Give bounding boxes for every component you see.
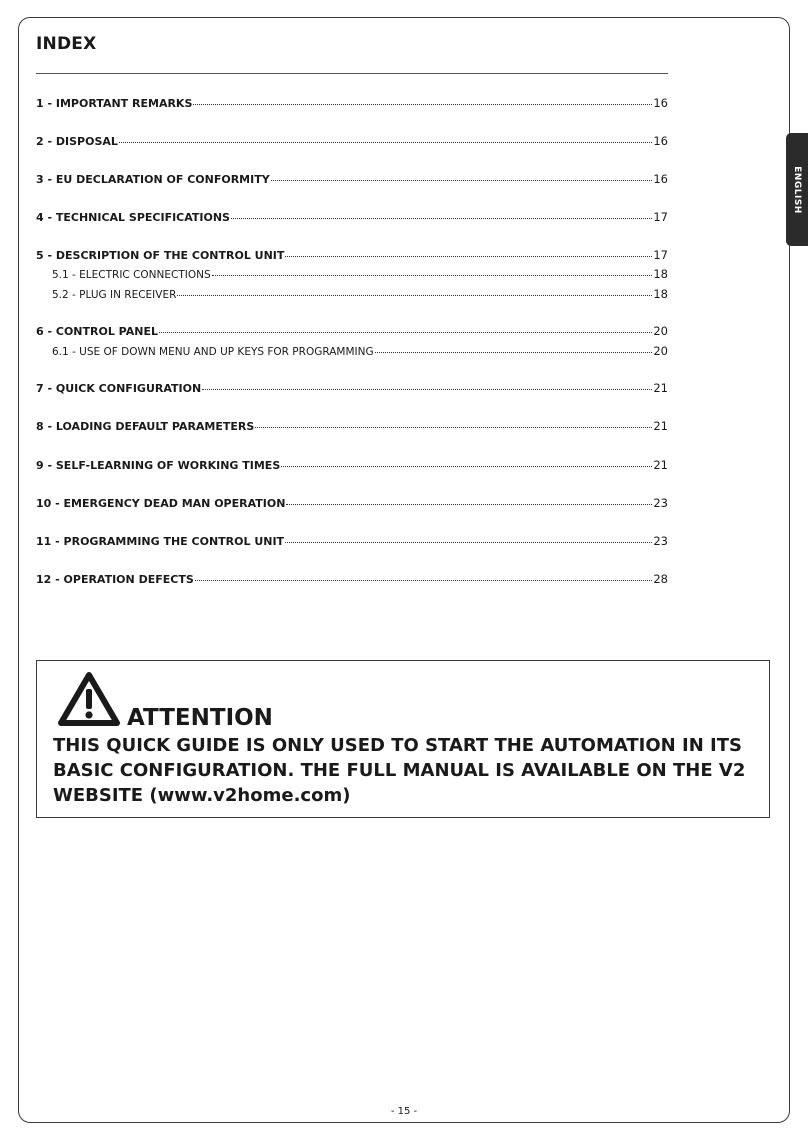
attention-heading: ATTENTION bbox=[127, 705, 273, 731]
page-title: INDEX bbox=[36, 34, 97, 54]
toc-entry[interactable] bbox=[36, 95, 668, 111]
dot-leader bbox=[177, 285, 652, 296]
dot-leader bbox=[195, 570, 653, 581]
toc-entry-label: 6 - CONTROL PANEL bbox=[36, 325, 158, 338]
dot-leader bbox=[281, 456, 652, 467]
toc-entry-label: 7 - QUICK CONFIGURATION bbox=[36, 382, 202, 395]
warning-triangle-icon bbox=[57, 671, 121, 729]
toc-entry-page: 21 bbox=[653, 458, 668, 472]
toc-entry[interactable] bbox=[36, 247, 668, 263]
dot-leader bbox=[193, 94, 652, 105]
toc-entry-page: 17 bbox=[653, 210, 668, 224]
toc-entry-label: 3 - EU DECLARATION OF CONFORMITY bbox=[36, 173, 270, 186]
attention-text: THIS QUICK GUIDE IS ONLY USED TO START THE AUTOMATION IN ITS BASIC CONFIGURATION. THE FULL MANUAL IS AVAILABLE ON THE V2 WEBSITE (www.v2home.com) bbox=[53, 735, 746, 806]
toc-entry-label: 2 - DISPOSAL bbox=[36, 135, 118, 148]
toc-subentry[interactable] bbox=[36, 266, 668, 282]
toc-entry-page: 20 bbox=[653, 324, 668, 338]
toc-entry[interactable] bbox=[36, 457, 668, 473]
dot-leader bbox=[159, 322, 652, 333]
title-divider bbox=[36, 73, 668, 74]
toc-subentry-label: 5.2 - PLUG IN RECEIVER bbox=[52, 289, 177, 301]
toc-entry[interactable] bbox=[36, 209, 668, 225]
dot-leader bbox=[231, 208, 652, 219]
dot-leader bbox=[286, 494, 652, 505]
toc-subentry-page: 20 bbox=[653, 344, 668, 358]
page-number: - 15 - bbox=[390, 1106, 418, 1117]
toc-entry-label: 12 - OPERATION DEFECTS bbox=[36, 573, 194, 586]
toc-entry-page: 21 bbox=[653, 419, 668, 433]
toc-subentry-label: 6.1 - USE OF DOWN MENU AND UP KEYS FOR PROGRAMMING bbox=[52, 346, 374, 358]
toc-entry[interactable] bbox=[36, 323, 668, 339]
toc-entry[interactable] bbox=[36, 533, 668, 549]
toc-entry-page: 17 bbox=[653, 248, 668, 262]
toc-entry[interactable] bbox=[36, 495, 668, 511]
toc-subentry[interactable] bbox=[36, 343, 668, 359]
toc-entry-label: 11 - PROGRAMMING THE CONTROL UNIT bbox=[36, 535, 285, 548]
toc-subentry[interactable] bbox=[36, 286, 668, 302]
toc-entry-page: 28 bbox=[653, 572, 668, 586]
toc-entry-label: 4 - TECHNICAL SPECIFICATIONS bbox=[36, 211, 230, 224]
language-tab bbox=[786, 133, 808, 246]
dot-leader bbox=[212, 265, 653, 276]
toc-entry-page: 23 bbox=[653, 496, 668, 510]
toc-entry[interactable] bbox=[36, 380, 668, 396]
dot-leader bbox=[285, 246, 652, 257]
dot-leader bbox=[255, 417, 652, 428]
toc-entry[interactable] bbox=[36, 571, 668, 587]
dot-leader bbox=[285, 532, 652, 543]
toc-subentry-page: 18 bbox=[653, 267, 668, 281]
toc-entry[interactable] bbox=[36, 418, 668, 434]
dot-leader bbox=[202, 379, 652, 390]
toc-entry[interactable] bbox=[36, 133, 668, 149]
dot-leader bbox=[271, 170, 653, 181]
toc-entry-page: 16 bbox=[653, 134, 668, 148]
language-tab-label: ENGLISH bbox=[792, 165, 802, 214]
dot-leader bbox=[375, 342, 653, 353]
attention-notice bbox=[36, 660, 770, 818]
toc-entry-label: 10 - EMERGENCY DEAD MAN OPERATION bbox=[36, 497, 286, 510]
toc-subentry-page: 18 bbox=[653, 287, 668, 301]
toc-entry-label: 9 - SELF-LEARNING OF WORKING TIMES bbox=[36, 459, 281, 472]
toc-entry-label: 8 - LOADING DEFAULT PARAMETERS bbox=[36, 420, 255, 433]
toc-entry-label: 1 - IMPORTANT REMARKS bbox=[36, 97, 193, 110]
toc-entry-page: 21 bbox=[653, 381, 668, 395]
toc-entry-label: 5 - DESCRIPTION OF THE CONTROL UNIT bbox=[36, 249, 285, 262]
toc-entry-page: 16 bbox=[653, 172, 668, 186]
toc-entry[interactable] bbox=[36, 171, 668, 187]
toc-subentry-label: 5.1 - ELECTRIC CONNECTIONS bbox=[52, 269, 211, 281]
toc-entry-page: 23 bbox=[653, 534, 668, 548]
toc-entry-page: 16 bbox=[653, 96, 668, 110]
dot-leader bbox=[119, 132, 652, 143]
